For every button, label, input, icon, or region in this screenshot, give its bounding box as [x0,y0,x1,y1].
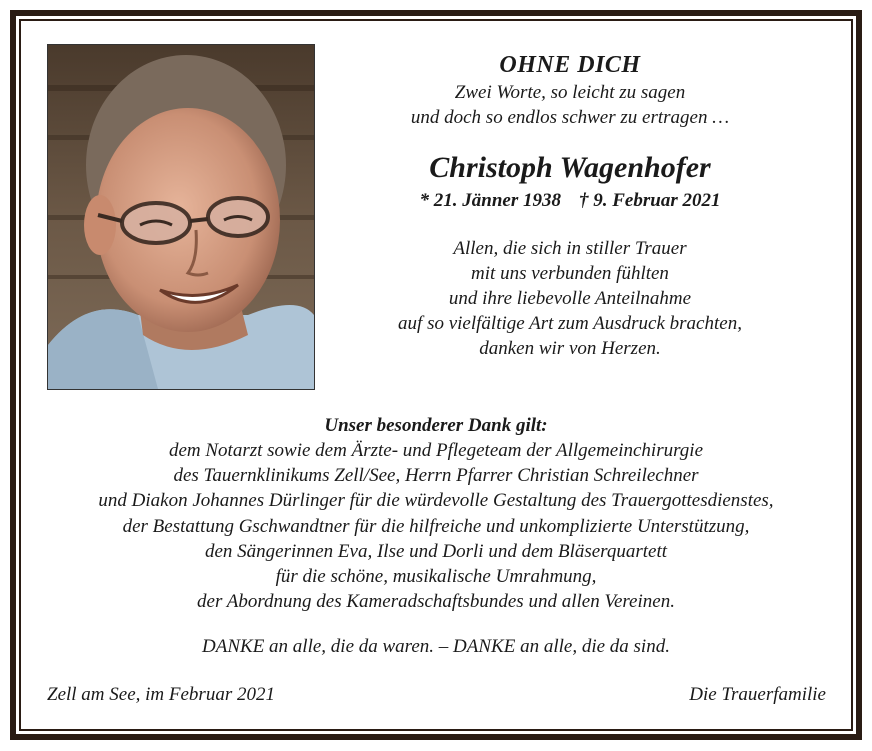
special-thanks-heading: Unser besonderer Dank gilt: [324,415,548,436]
portrait-photo [47,44,315,390]
special-thanks-line: des Tauernklinikums Zell/See, Herrn Pfarrer Christian Schreilechner [173,465,699,487]
special-thanks-block [30,413,842,614]
special-thanks-line: dem Notarzt sowie dem Ärzte- und Pflegeteam der Allgemeinchirurgie [168,440,704,461]
title: OHNE DICH [499,52,641,78]
deceased-name: Christoph Wagenhofer [429,151,711,184]
life-dates [330,188,810,214]
special-thanks-line: für die schöne, musikalische Umrahmung, [275,566,597,588]
header-block [330,50,810,361]
special-thanks-line: und Diakon Johannes Dürlinger für die würdevolle Gestaltung des Trauergottesdienstes, [98,490,774,512]
thanks-line: danken wir von Herzen. [479,338,661,359]
death-date: † 9. Februar 2021 [579,190,721,211]
thanks-paragraph [330,236,810,361]
signature: Die Trauerfamilie [689,684,826,705]
thanks-line: mit uns verbunden fühlten [471,263,669,284]
place-date: Zell am See, im Februar 2021 [47,684,275,705]
special-thanks-line: der Abordnung des Kameradschaftsbundes und allen Vereinen. [197,591,675,613]
thanks-line: Allen, die sich in stiller Trauer [453,238,687,259]
special-thanks-line: den Sängerinnen Eva, Ilse und Dorli und dem Bläserquartett [204,540,668,562]
birth-date: * 21. Jänner 1938 [419,190,561,211]
special-thanks-line: der Bestattung Gschwandtner für die hilfreiche und unkomplizierte Unterstützung, [122,515,750,537]
quote-line: und doch so endlos schwer zu ertragen … [410,107,730,128]
quote-line: Zwei Worte, so leicht zu sagen [454,82,686,103]
closing-line: DANKE an alle, die da waren. – DANKE an alle, die da sind. [202,636,670,657]
thanks-line: und ihre liebevolle Anteilnahme [448,288,692,309]
thanks-line: auf so vielfältige Art zum Ausdruck brachten, [398,313,742,334]
